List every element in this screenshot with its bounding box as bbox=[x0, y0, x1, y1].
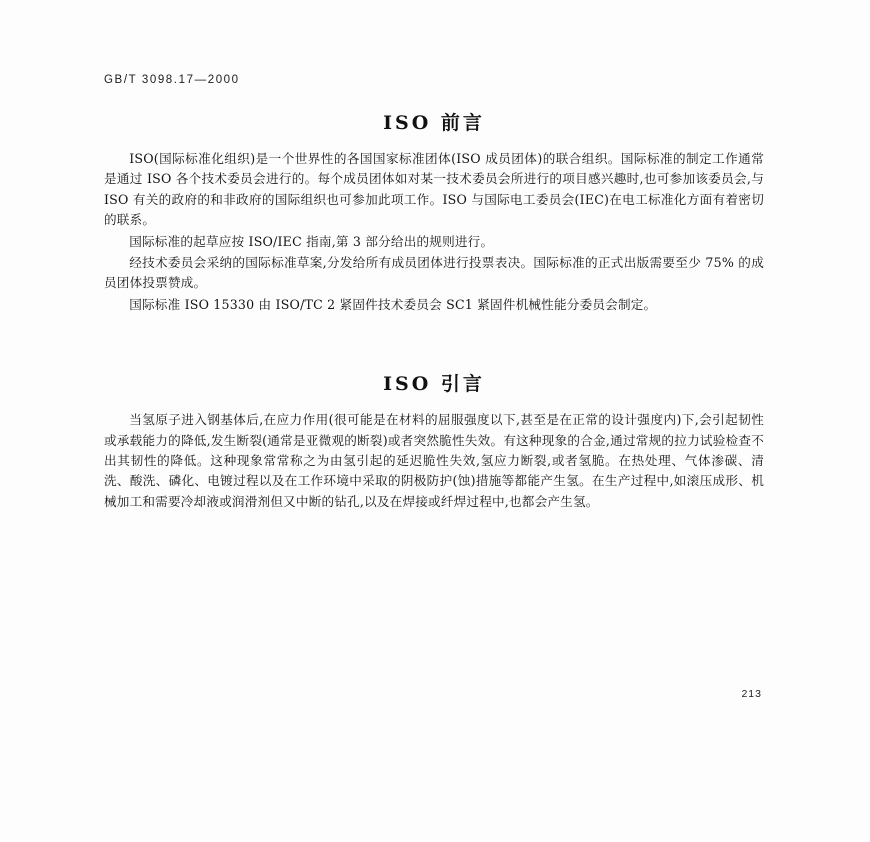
document-content bbox=[104, 108, 764, 513]
paragraph: 国际标准 ISO 15330 由 ISO/TC 2 紧固件技术委员会 SC1 紧固件机械性能分委员会制定。 bbox=[129, 296, 657, 312]
section-title-introduction: ISO 引言 bbox=[383, 373, 485, 396]
section-body-introduction bbox=[104, 410, 764, 512]
standard-code-header: GB/T 3098.17—2000 bbox=[104, 74, 240, 86]
paragraph: 国际标准的起草应按 ISO/IEC 指南,第 3 部分给出的规则进行。 bbox=[129, 233, 494, 249]
section-body-foreword bbox=[104, 149, 764, 315]
paragraph: 当氢原子进入钢基体后,在应力作用(很可能是在材料的屈服强度以下,甚至是在正常的设计强度内)下,会引起韧性或承载能力的降低,发生断裂(通常是亚微观的断裂)或者突然脆性失效。有这种现象的合金,通过常规的拉力试验检查不出其韧性的降低。这种现象常常称之为由氢引起的延迟脆性失效,氢应力断裂,或者氢脆。在热处理、气体渗碳、清洗、酸洗、磷化、电镀过程以及在工作环境中采取的阴极防护(蚀)措施等都能产生氢。在生产过程中,如滚压成形、机械加工和需要冷却液或润滑剂但又中断的钻孔,以及在焊接或纤焊过程中,也都会产生氢。 bbox=[104, 412, 764, 509]
page-number: 213 bbox=[741, 688, 762, 700]
section-title-foreword: ISO 前言 bbox=[383, 112, 485, 134]
paragraph: 经技术委员会采纳的国际标准草案,分发给所有成员团体进行投票表决。国际标准的正式出版需要至少 75% 的成员团体投票赞成。 bbox=[104, 254, 764, 291]
paragraph: ISO(国际标准化组织)是一个世界性的各国国家标准团体(ISO 成员团体)的联合组织。国际标准的制定工作通常是通过 ISO 各个技术委员会进行的。每个成员团体如对某一技术委员会所进行的项目感兴趣时,也可参加该委员会,与 ISO 有关的政府的和非政府的国际组织也可参加此项工作。ISO 与国际电工委员会(IEC)在电工标准化方面有着密切的联系。 bbox=[104, 151, 764, 228]
